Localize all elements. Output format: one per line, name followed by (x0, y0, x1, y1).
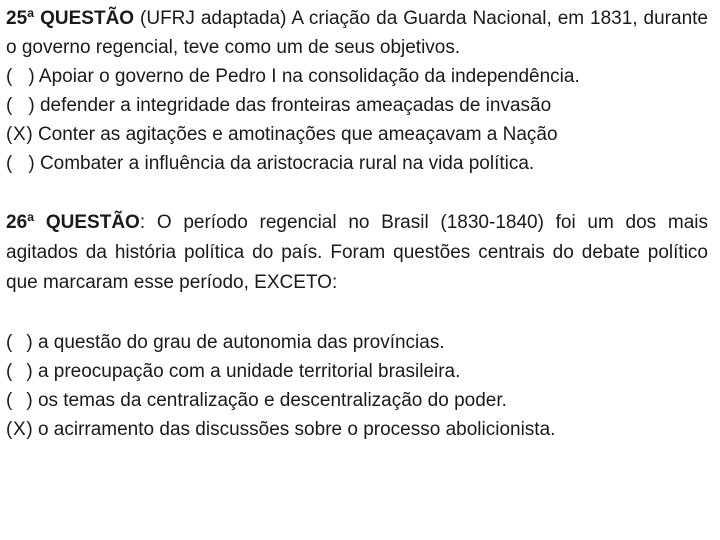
question-26-text: : O período regencial no Brasil (1830-1840) foi um dos mais agitados da história política do país. Foram questões centrais do debate político que marcaram esse período, EXCETO: (6, 212, 708, 293)
question-25-options (6, 62, 708, 178)
option-text: a questão do grau de autonomia das províncias. (37, 332, 445, 353)
question-25-text: (UFRJ adaptada) A criação da Guarda Nacional, em 1831, durante o governo regencial, teve como um de seus objetivos. (6, 8, 708, 58)
option-close-paren: ) (26, 332, 33, 353)
question-25-option-2[interactable] (6, 91, 708, 120)
option-text: os temas da centralização e descentralização do poder. (37, 390, 507, 411)
option-close-paren: ) (26, 361, 33, 382)
option-text: a preocupação com a unidade territorial brasileira. (37, 361, 461, 382)
question-25-option-4[interactable] (6, 149, 708, 178)
option-close-paren: ) (26, 419, 33, 440)
option-mark: X (12, 124, 26, 145)
question-26-options (6, 328, 708, 444)
option-open-paren: ( (6, 95, 13, 116)
question-26-option-4[interactable] (6, 415, 708, 444)
option-text: Conter as agitações e amotinações que ameaçavam a Nação (37, 124, 558, 145)
question-26-option-2[interactable] (6, 357, 708, 386)
option-text: o acirramento das discussões sobre o processo abolicionista. (37, 419, 556, 440)
option-close-paren: ) (26, 124, 33, 145)
question-25-statement (6, 4, 708, 62)
option-open-paren: ( (6, 66, 13, 87)
question-26-number: 26ª QUESTÃO (6, 212, 140, 233)
question-26 (6, 208, 708, 444)
question-26-statement (6, 208, 708, 298)
option-close-paren: ) (28, 153, 35, 174)
option-close-paren: ) (28, 66, 35, 87)
option-close-paren: ) (26, 390, 33, 411)
option-open-paren: ( (6, 124, 13, 145)
question-25 (6, 4, 708, 178)
option-open-paren: ( (6, 419, 13, 440)
question-26-option-3[interactable] (6, 386, 708, 415)
option-open-paren: ( (6, 390, 13, 411)
option-open-paren: ( (6, 361, 13, 382)
question-26-option-1[interactable] (6, 328, 708, 357)
option-text: Apoiar o governo de Pedro I na consolidação da independência. (38, 66, 580, 87)
option-open-paren: ( (6, 153, 13, 174)
question-25-option-3[interactable] (6, 120, 708, 149)
document-page (6, 4, 708, 444)
option-mark: X (12, 419, 26, 440)
option-close-paren: ) (28, 95, 35, 116)
question-25-number: 25ª QUESTÃO (6, 8, 135, 29)
option-open-paren: ( (6, 332, 13, 353)
option-text: Combater a influência da aristocracia rural na vida política. (39, 153, 535, 174)
question-25-option-1[interactable] (6, 62, 708, 91)
option-text: defender a integridade das fronteiras ameaçadas de invasão (39, 95, 552, 116)
